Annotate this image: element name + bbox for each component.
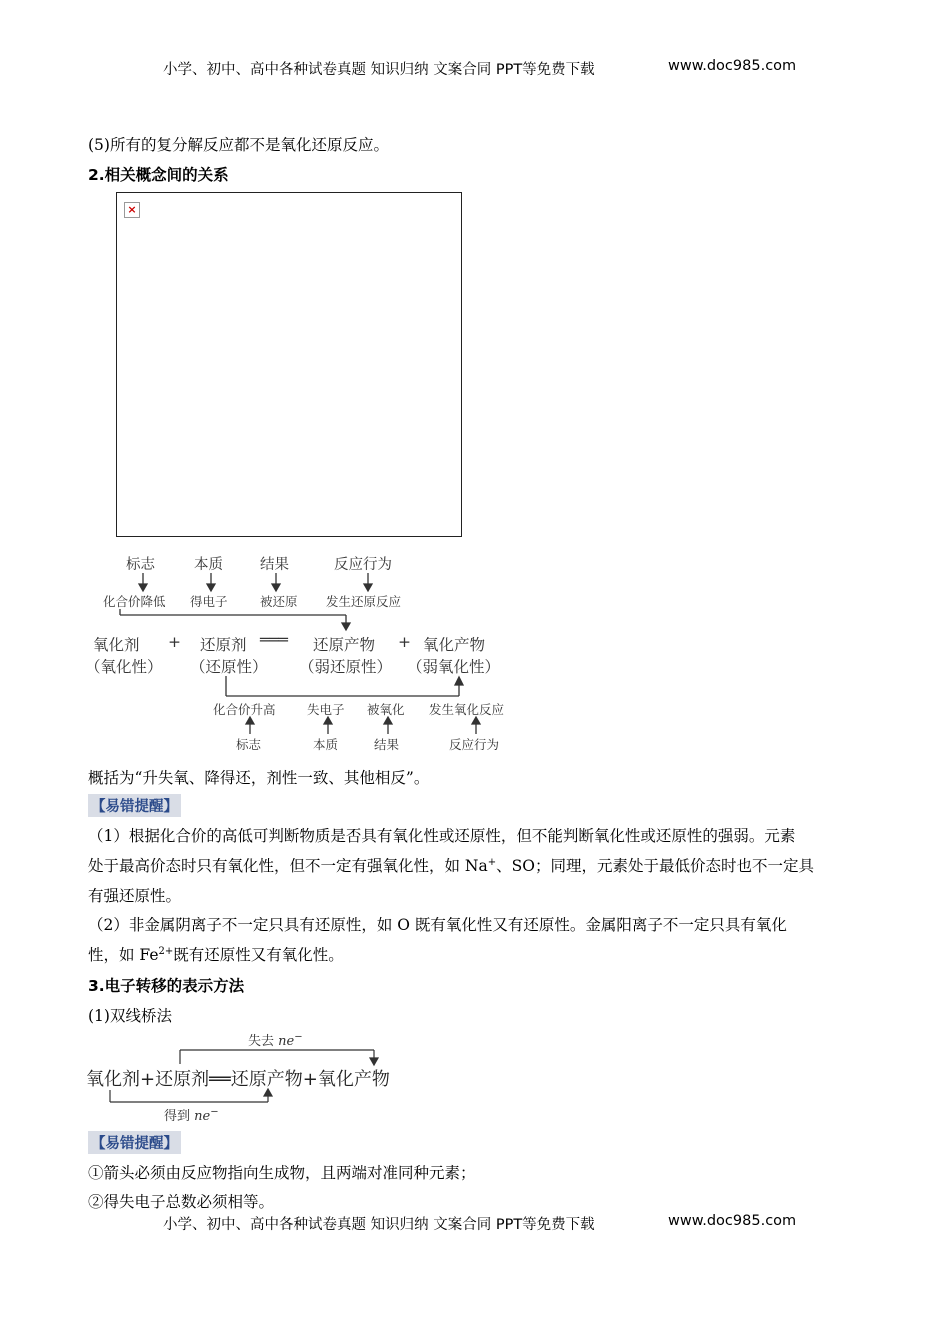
reductant: 还原剂 (200, 636, 247, 654)
tip1-p1-line2-b: 、SO；同理，元素处于最低价态时也不一定具 (496, 857, 814, 875)
tip2-item-2: ②得失电子总数必须相等。 (88, 1193, 275, 1211)
oxidation-product-property: （弱氧化性） (407, 658, 501, 676)
top-label-essence: 本质 (194, 557, 223, 573)
tip1-p2-line2-a: 性，如 Fe (88, 946, 159, 964)
top-label-result: 结果 (260, 557, 289, 573)
top-label-behavior: 反应行为 (334, 557, 392, 573)
bridge-top-label-n: ne (278, 1034, 295, 1049)
summary: 概括为“升失氧、降得还，剂性一致、其他相反”。 (88, 769, 430, 787)
tip1-p1-line2-a: 处于最高价态时只有氧化性，但不一定有强氧化性，如 Na (88, 857, 488, 875)
footer-url[interactable]: www.doc985.com (668, 1213, 797, 1229)
tip1-p2-line2-b: 既有还原性又有氧化性。 (173, 946, 344, 964)
bridge-bottom-label-sup: − (210, 1106, 219, 1118)
bridge-top-label-sup: − (294, 1031, 303, 1043)
oxidation-product: 氧化产物 (423, 636, 486, 654)
top-item-valence-down: 化合价降低 (103, 594, 166, 609)
tip1-p2-line2-sup: 2+ (158, 945, 174, 957)
top-item-reduced: 被还原 (260, 594, 298, 609)
tip1-p2-line1: （2）非金属阴离子不一定只具有还原性，如 O 既有氧化性又有还原性。金属阳离子不一定只具有氧化 (88, 916, 787, 934)
reduction-product: 还原产物 (313, 636, 376, 654)
broken-image-icon: × (124, 202, 140, 218)
header-text: 小学、初中、高中各种试卷真题 知识归纳 文案合同 PPT等免费下载 (163, 62, 595, 78)
intro-line: (5)所有的复分解反应都不是氧化还原反应。 (88, 136, 389, 154)
tip2-item-1: ①箭头必须由反应物指向生成物，且两端对准同种元素； (88, 1164, 476, 1182)
bottom-label-sign: 标志 (236, 737, 262, 752)
plus-1: + (168, 633, 181, 651)
oxidant: 氧化剂 (93, 636, 140, 654)
tip1-p1-line3: 有强还原性。 (88, 887, 182, 905)
bridge-bottom-label-text: 得到 (164, 1109, 195, 1124)
section3-title: 3.电子转移的表示方法 (88, 977, 245, 995)
bottom-label-essence: 本质 (313, 737, 339, 752)
top-item-gain-electron: 得电子 (190, 594, 228, 609)
top-label-sign: 标志 (126, 557, 155, 573)
tip1-p1-line1: （1）根据化合价的高低可判断物质是否具有氧化性或还原性，但不能判断氧化性或还原性的强弱。元素 (88, 827, 796, 845)
bottom-item-valence-up: 化合价升高 (213, 702, 276, 717)
reduction-product-property: （弱还原性） (299, 658, 393, 676)
bridge-top-label-text: 失去 (248, 1034, 279, 1049)
bridge-bottom-label-n: ne (194, 1109, 211, 1124)
equals-sign: ═══ (260, 631, 288, 649)
footer-text: 小学、初中、高中各种试卷真题 知识归纳 文案合同 PPT等免费下载 (163, 1217, 595, 1233)
bottom-label-behavior: 反应行为 (449, 737, 500, 752)
tip-label-2: 【易错提醒】 (88, 1131, 181, 1154)
header-url[interactable]: www.doc985.com (668, 58, 797, 74)
tip-label-1: 【易错提醒】 (88, 794, 181, 817)
top-item-reduction-reaction: 发生还原反应 (326, 594, 402, 609)
bridge-bottom-label (164, 1105, 219, 1124)
reductant-property: （还原性） (190, 658, 268, 676)
bridge-top-label (248, 1030, 303, 1049)
section3-sub1: (1)双线桥法 (88, 1007, 172, 1025)
bottom-item-oxidation-reaction: 发生氧化反应 (429, 702, 505, 717)
bottom-item-lose-electron: 失电子 (307, 702, 345, 717)
oxidant-property: （氧化性） (85, 658, 163, 676)
section2-title: 2.相关概念间的关系 (88, 166, 229, 184)
bottom-item-oxidized: 被氧化 (367, 702, 405, 717)
tip1-p1-line2-sup: + (487, 856, 497, 868)
plus-2: + (398, 633, 411, 651)
bottom-label-result: 结果 (374, 737, 400, 752)
bridge-equation: 氧化剂+还原剂══还原产物+氧化产物 (86, 1069, 390, 1090)
